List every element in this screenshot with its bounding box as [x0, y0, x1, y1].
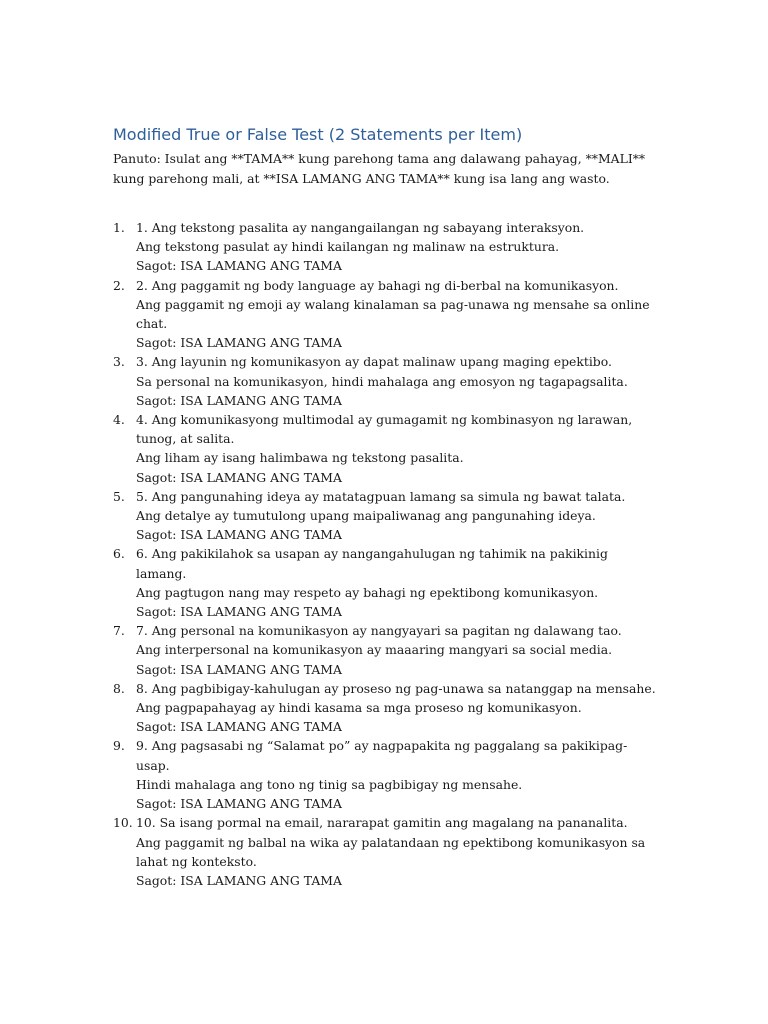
question-statement-2: Sa personal na komunikasyon, hindi mahalaga ang emosyon ng tagapagsalita. [136, 373, 628, 389]
question-statement-2: Hindi mahalaga ang tono ng tinig sa pagbibigay ng mensahe. [136, 776, 523, 792]
question-item [113, 276, 658, 353]
question-statement-2: Ang tekstong pasulat ay hindi kailangan ng malinaw na estruktura. [136, 239, 560, 255]
question-item [113, 352, 658, 410]
question-number: 6. [113, 546, 125, 562]
question-list [113, 218, 658, 890]
question-answer: Sagot: ISA LAMANG ANG TAMA [136, 335, 342, 351]
question-item [113, 679, 658, 737]
question-statement-1: 3. Ang layunin ng komunikasyon ay dapat malinaw upang maging epektibo. [136, 354, 612, 370]
question-statement-1: 8. Ang pagbibigay-kahulugan ay proseso ng pag-unawa sa natanggap na mensahe. [136, 680, 656, 696]
question-number: 10. [113, 815, 133, 831]
question-number: 2. [113, 277, 125, 293]
question-number: 1. [113, 220, 125, 235]
question-answer: Sagot: ISA LAMANG ANG TAMA [136, 469, 342, 485]
question-number: 8. [113, 680, 125, 696]
question-number: 3. [113, 354, 125, 370]
question-item [113, 736, 658, 813]
question-answer: Sagot: ISA LAMANG ANG TAMA [136, 392, 342, 408]
question-answer: Sagot: ISA LAMANG ANG TAMA [136, 661, 342, 677]
instructions-text: Panuto: Isulat ang **TAMA** kung parehong tama ang dalawang pahayag, **MALI** kung parehong mali, at **ISA LAMANG ANG TAMA** kung isa lang ang wasto. [113, 151, 646, 186]
question-answer: Sagot: ISA LAMANG ANG TAMA [136, 527, 342, 543]
question-number: 7. [113, 623, 125, 639]
question-statement-2: Ang liham ay isang halimbawa ng tekstong pasalita. [136, 450, 464, 466]
question-statement-2: Ang pagpapahayag ay hindi kasama sa mga proseso ng komunikasyon. [136, 700, 582, 716]
question-answer: Sagot: ISA LAMANG ANG TAMA [136, 872, 342, 888]
question-answer: Sagot: ISA LAMANG ANG TAMA [136, 796, 342, 812]
question-answer: Sagot: ISA LAMANG ANG TAMA [136, 604, 342, 620]
document-title: Modified True or False Test (2 Statements per Item) [113, 125, 523, 144]
question-statement-1: 10. Sa isang pormal na email, nararapat gamitin ang magalang na pananalita. [136, 815, 628, 831]
question-answer: Sagot: ISA LAMANG ANG TAMA [136, 719, 342, 735]
question-statement-1: 1. Ang tekstong pasalita ay nangangailangan ng sabayang interaksyon. [136, 220, 585, 235]
question-item [113, 813, 658, 890]
question-number: 4. [113, 412, 125, 428]
question-statement-1: 6. Ang pakikilahok sa usapan ay nangangahulugan ng tahimik na pakikinig lamang. [136, 546, 608, 581]
question-statement-2: Ang pagtugon nang may respeto ay bahagi ng epektibong komunikasyon. [136, 584, 599, 600]
question-statement-2: Ang interpersonal na komunikasyon ay maaaring mangyari sa social media. [136, 642, 613, 658]
question-statement-1: 7. Ang personal na komunikasyon ay nangyayari sa pagitan ng dalawang tao. [136, 623, 622, 639]
question-statement-1: 9. Ang pagsasabi ng “Salamat po” ay nagpapakita ng paggalang sa pakikipag-usap. [136, 738, 628, 773]
question-item [113, 544, 658, 621]
question-number: 9. [113, 738, 125, 754]
question-item [113, 410, 658, 487]
question-statement-2: Ang paggamit ng emoji ay walang kinalaman sa pag-unawa ng mensahe sa online chat. [136, 296, 650, 332]
question-number: 5. [113, 488, 125, 504]
question-item [113, 487, 658, 545]
question-item [113, 218, 658, 276]
question-statement-1: 2. Ang paggamit ng body language ay bahagi ng di-berbal na komunikasyon. [136, 277, 619, 293]
question-answer: Sagot: ISA LAMANG ANG TAMA [136, 258, 342, 274]
question-statement-2: Ang detalye ay tumutulong upang maipaliwanag ang pangunahing ideya. [136, 508, 596, 524]
question-statement-1: 5. Ang pangunahing ideya ay matatagpuan lamang sa simula ng bawat talata. [136, 488, 626, 504]
question-statement-2: Ang paggamit ng balbal na wika ay palatandaan ng epektibong komunikasyon sa lahat ng konteksto. [136, 834, 646, 869]
question-statement-1: 4. Ang komunikasyong multimodal ay gumagamit ng kombinasyon ng larawan, tunog, at salita. [136, 412, 633, 447]
question-item [113, 621, 658, 679]
